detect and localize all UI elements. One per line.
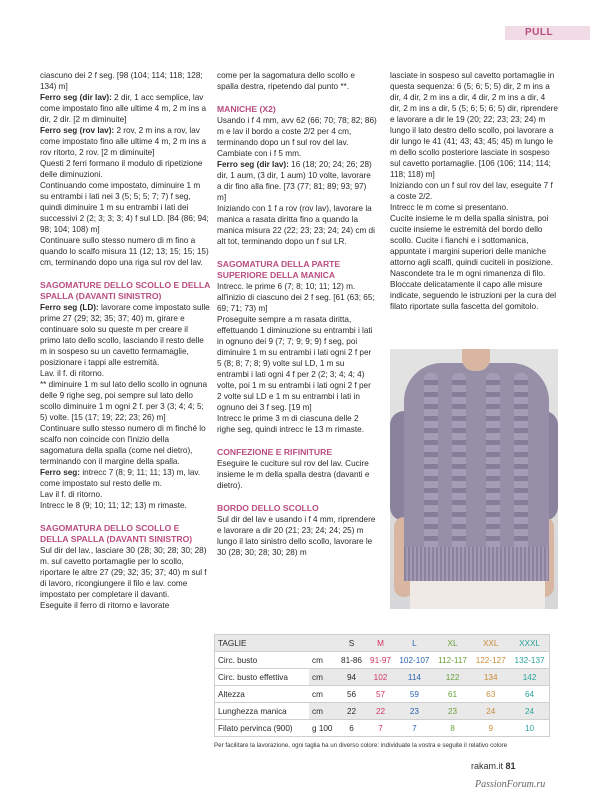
table-cell: 142: [510, 669, 549, 686]
table-header-cell: XXL: [471, 635, 510, 652]
neck: [462, 349, 490, 371]
paragraph: Iniziando con 1 f a rov (rov lav), lavorare la manica a rasata diritta fino a quando la manica misura 22 (22; 23; 23; 24; 24) cm di alt tot, terminando dopo un f sul LR.: [217, 204, 375, 246]
table-cell: cm: [309, 652, 337, 669]
table-cell: 23: [395, 703, 434, 720]
table-cell: 57: [366, 686, 395, 703]
page-footer: [471, 761, 516, 771]
table-cell: cm: [309, 669, 337, 686]
table-cell: 24: [510, 703, 549, 720]
paragraph-text: 2 rov, 2 m ins a rov, lav come impostato fino alle ultime 4 m, 2 m ins a rov ritorto, 2 rov. [2 m diminuite]: [40, 126, 207, 157]
table-cell: 122: [434, 669, 472, 686]
column-3: [390, 70, 558, 312]
paragraph: Bloccate delicatamente il capo alle misure indicate, seguendo le istruzioni per la cura del filato riportate sulla fascetta del gomitolo.: [390, 280, 557, 311]
paragraph: Cucite insieme le m della spalla sinistra, poi cucite insieme le estremità del bordo dello scollo. Cucite i fianchi e i sottomanica, appuntate i margini superiori delle maniche attorno agli scalfi, quindi cuciteli in posizione. Nascondete tra le m ogni rimanenza di filo.: [390, 214, 553, 278]
table-cell: 23: [434, 703, 472, 720]
table-cell: 102-107: [395, 652, 434, 669]
bold-label: Ferro seg (rov lav):: [40, 126, 115, 135]
paragraph: Questi 2 ferri formano il modulo di ripetizione delle diminuzioni.: [40, 159, 203, 179]
paragraph: Intrecc le m come si presentano.: [390, 203, 509, 212]
section-title: PULL: [525, 27, 554, 38]
paragraph: Continuando come impostato, diminuire 1 m su entrambi i lati nei 3 (5; 5; 5; 7; 7) f seg, quindi diminuire 1 m su entrambi i lati dei successivi 2 (2; 3; 3; 3; 4) f sul LD. [84 (86; 94; 98; 104; 108) m]: [40, 181, 209, 234]
table-header-cell: [309, 635, 337, 652]
paragraph: Cambiate con i f 5 mm.: [217, 149, 302, 158]
table-cell: 114: [395, 669, 434, 686]
table-cell: 7: [395, 720, 434, 737]
watermark: PassionForum.ru: [475, 779, 546, 790]
table-cell: cm: [309, 686, 337, 703]
paragraph: [217, 159, 377, 203]
section-heading: SAGOMATURA DELLA PARTE SUPERIORE DELLA MANICA: [217, 259, 341, 280]
section-header: [505, 26, 590, 40]
table-row: [215, 703, 550, 720]
table-header-cell: M: [366, 635, 395, 652]
table-header-row: [215, 635, 550, 652]
table-cell: 64: [510, 686, 549, 703]
page-number: 81: [505, 761, 516, 771]
paragraph: Usando i f 4 mm, avv 62 (66; 70; 78; 82; 86) m e lav il bordo a coste 2/2 per 4 cm, terminando dopo un f sul rov del lav.: [217, 116, 377, 147]
paragraph: Eseguite il ferro di ritorno e lavorate: [40, 601, 170, 610]
site-name: rakam.it: [471, 761, 504, 771]
section-heading: MANICHE (X2): [217, 104, 276, 114]
table-cell: 102: [366, 669, 395, 686]
paragraph: [40, 467, 210, 489]
table-cell: 6: [337, 720, 366, 737]
table-cell: 22: [337, 703, 366, 720]
paragraph: Lav il f. di ritorno.: [40, 490, 103, 499]
paragraph: lasciate in sospeso sul cavetto portamaglie in questa sequenza: 6 (5; 6; 5; 5) dir, 2 m ins a dir, 4 dir, 2 m ins a dir, 4 dir, 2 m ins a dir, 4 dir, 2 m ins a dir, 5 (5; 6; 5; 6; 5) dir, riprendere e lavorare a dir le 19 (20; 22; 23; 23; 24) m lungo il lato destro dello scollo, poi lavorare a dir lungo le 41 (41; 43; 43; 45; 45) m lungo le m dello scollo posteriore lasciate in sospeso sul cavetto portamaglie. [106 (106; 114; 114; 118; 118) m]: [390, 71, 558, 179]
paragraph: Intrecc le 8 (9; 10; 11; 12; 13) m rimaste.: [40, 501, 187, 510]
paragraph: Eseguire le cuciture sul rov del lav. Cucire insieme le m della spalla destra (davanti e dietro).: [217, 459, 370, 490]
paragraph: Continuare sullo stesso numero di m fino a quando lo scalfo misura 11 (12; 13; 15; 15; 15) cm, terminando dopo una riga sul rov del lav.: [40, 236, 209, 267]
paragraph-text: intrecc 7 (8; 9; 11; 11; 13) m, lav. come impostato sul resto delle m.: [40, 468, 201, 488]
table-cell: 8: [434, 720, 472, 737]
skirt: [410, 581, 545, 609]
ribbing: [404, 547, 549, 581]
paragraph: Lav. il f. di ritorno.: [40, 369, 105, 378]
table-cell: 59: [395, 686, 434, 703]
table-cell: 9: [471, 720, 510, 737]
cable-pattern: [486, 373, 500, 563]
table-cell: 81-86: [337, 652, 366, 669]
table-cell: 10: [510, 720, 549, 737]
table-cell: 134: [471, 669, 510, 686]
bold-label: Ferro seg (LD):: [40, 303, 99, 312]
table-cell: Circ. busto: [215, 652, 310, 669]
table-cell: 56: [337, 686, 366, 703]
section-heading: CONFEZIONE E RIFINITURE: [217, 447, 333, 457]
paragraph: [40, 125, 210, 158]
paragraph: Iniziando con un f sul rov del lav, eseguite 7 f a coste 2/2.: [390, 181, 553, 201]
sizes-table: [214, 634, 550, 737]
table-cell: Altezza: [215, 686, 310, 703]
paragraph: Sul dir del lav e usando i f 4 mm, riprendere e lavorare a dir 20 (21; 23; 24; 24; 25) m lungo il lato sinistro dello scollo, lavorare le 30 (28; 30; 28; 30; 28) m: [217, 515, 376, 557]
table-row: [215, 720, 550, 737]
table-cell: Lunghezza manica: [215, 703, 310, 720]
section-heading: SAGOMATURA DELLO SCOLLO E DELLA SPALLA (DAVANTI SINISTRO): [40, 523, 193, 544]
table-cell: 94: [337, 669, 366, 686]
table-cell: Circ. busto effettiva: [215, 669, 310, 686]
column-2: [217, 70, 377, 558]
table-cell: Filato pervinca (900): [215, 720, 310, 737]
bold-label: Ferro seg (dir lav):: [217, 160, 289, 169]
section-heading: BORDO DELLO SCOLLO: [217, 503, 319, 513]
table-row: [215, 652, 550, 669]
paragraph: [40, 92, 210, 125]
table-cell: g 100: [309, 720, 337, 737]
paragraph-text: lavorare come impostato sulle prime 27 (29; 32; 35; 37; 40) m, girare e continuare solo su queste m per creare il primo lato dello scollo, lasciando il resto delle m in sospeso su un cavetto fermamaglie, posizionare i tappi alle estremità.: [40, 303, 210, 367]
table-header-cell: TAGLIE: [215, 635, 310, 652]
table-row: [215, 669, 550, 686]
table-row: [215, 686, 550, 703]
table-header-cell: L: [395, 635, 434, 652]
table-header-cell: XL: [434, 635, 472, 652]
table-cell: 63: [471, 686, 510, 703]
paragraph: ** diminuire 1 m sul lato dello scollo in ognuna delle 9 righe seg, poi sempre sul lato dello scollo diminuire 1 m ogni 2 f. per 3 (3; 4; 4; 5; 5) volte. [15 (17; 19; 22; 23; 26) m]: [40, 380, 208, 422]
table-cell: 132-137: [510, 652, 549, 669]
cable-pattern: [514, 373, 528, 563]
column-1: [40, 70, 210, 611]
table-header-cell: XXXL: [510, 635, 549, 652]
paragraph-text: 2 dir, 1 acc semplice, lav come impostato fino alle ultime 4 m, 2 m ins a dir, 2 dir. [2 m diminuite]: [40, 93, 207, 124]
sweater-photo: [390, 349, 558, 609]
bold-label: Ferro seg (dir lav):: [40, 93, 112, 102]
table-cell: 24: [471, 703, 510, 720]
paragraph: [40, 302, 210, 368]
bold-label: Ferro seg:: [40, 468, 81, 477]
table-cell: 61: [434, 686, 472, 703]
table-cell: 122-127: [471, 652, 510, 669]
paragraph-text: 16 (18; 20; 24; 26; 28) dir, 1 aum, (3 dir, 1 aum) 10 volte, lavorare a dir fino alla fine. [73 (77; 81; 89; 93; 97) m]: [217, 160, 372, 202]
paragraph: ciascuno dei 2 f seg. [98 (104; 114; 118; 128; 134) m]: [40, 71, 203, 91]
table-cell: 7: [366, 720, 395, 737]
paragraph: Proseguite sempre a m rasata diritta, effettuando 1 diminuzione su entrambi i lati in ognuno dei 9 (7; 7; 9; 9; 9) f seg, poi diminuire 1 m su entrambi i lati ogni 2 f per 5 (8; 8; 7; 8; 9) volte sul LD, 1 m su entrambi i lati ogni 4 f per 2 (2; 3; 4; 4; 4) volte, poi 1 m su entrambi i lati ogni 2 f per 2 volte sul LD e 1 m su entrambi i lati in ognuno dei 3 f seg. [19 m]: [217, 315, 373, 412]
table-cell: 91-97: [366, 652, 395, 669]
paragraph: Intrecc le prime 3 m di ciascuna delle 2 righe seg, quindi intrecc le 13 m rimaste.: [217, 414, 364, 434]
section-heading: SAGOMATURE DELLO SCOLLO E DELLA SPALLA (DAVANTI SINISTRO): [40, 280, 210, 301]
table-cell: 22: [366, 703, 395, 720]
paragraph: Continuare sullo stesso numero di m finché lo scalfo non coincide con l'inizio della sagomatura della spalla (come nel dietro), terminando con il margine della spalla.: [40, 424, 206, 466]
cable-pattern: [452, 373, 466, 563]
table-cell: 112-117: [434, 652, 472, 669]
table-note: Per facilitare la lavorazione, ogni taglia ha un diverso colore: individuate la vostra e seguite il relativo colore: [214, 742, 508, 749]
table-header-cell: S: [337, 635, 366, 652]
cable-pattern: [424, 373, 438, 563]
paragraph: Intrecc. le prime 6 (7; 8; 10; 11; 12) m. all'inizio di ciascuno dei 2 f seg. [61 (63; 65; 69; 71; 73) m]: [217, 282, 375, 313]
paragraph: Sul dir del lav., lasciare 30 (28; 30; 28; 30; 28) m. sul cavetto portamaglie per lo scollo, riportare le altre 27 (29; 32; 35; 37; 40) m sul f di lavoro, ricongiungere il filo e lav. come impostato per completare il davanti.: [40, 546, 207, 599]
table-cell: cm: [309, 703, 337, 720]
paragraph: come per la sagomatura dello scollo e spalla destra, ripetendo dal punto **.: [217, 71, 355, 91]
